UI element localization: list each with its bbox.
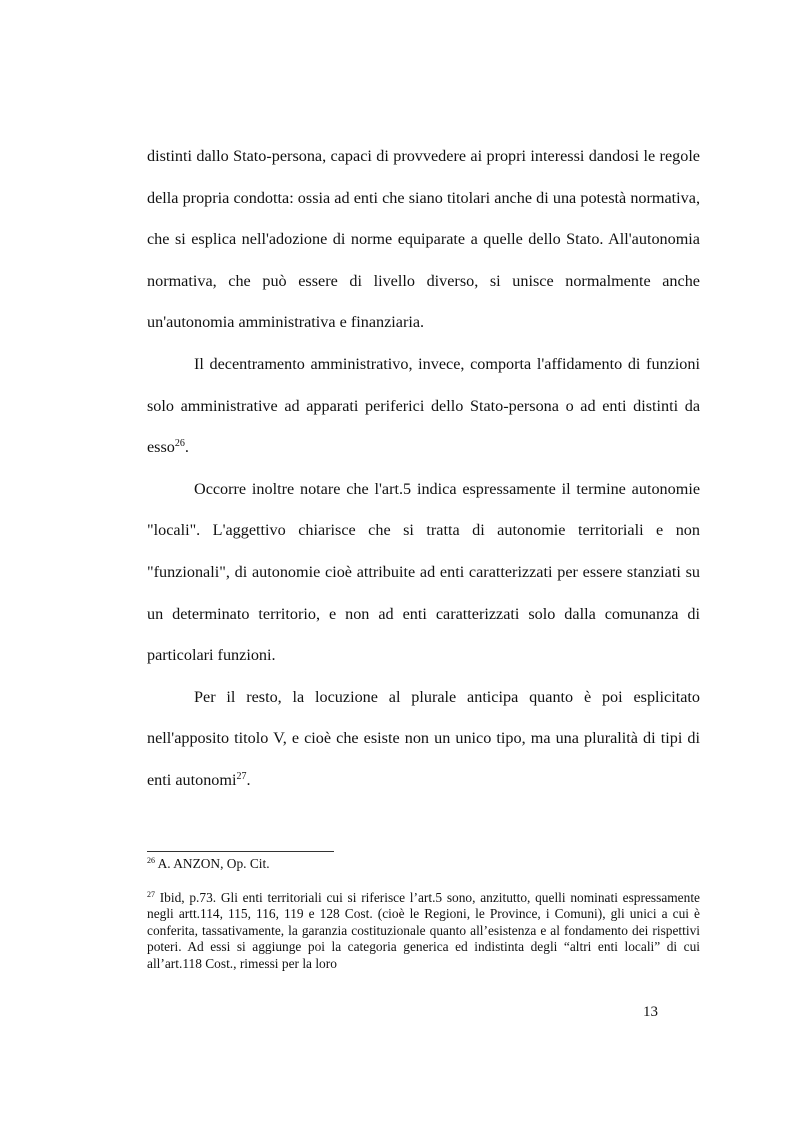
footnote-ref-26[interactable]: 26 <box>174 438 185 450</box>
footnote-mark-26: 26 <box>147 856 155 865</box>
body-text <box>147 136 700 802</box>
footnote-text-26: A. ANZON, Op. Cit. <box>157 856 270 871</box>
paragraph-1 <box>147 136 700 344</box>
footnote-26 <box>147 856 700 873</box>
paragraph-2 <box>147 344 700 469</box>
page-number: 13 <box>643 1004 658 1020</box>
paragraph-4 <box>147 677 700 802</box>
footnote-27 <box>147 890 700 973</box>
paragraph-4-text: Per il resto, la locuzione al plurale anticipa quanto è poi esplicitato nell'apposito titolo V, e cioè che esiste non un unico tipo, ma una pluralità di tipi di enti autonomi <box>147 687 700 789</box>
paragraph-2-end: . <box>184 438 189 457</box>
paragraph-1-text: distinti dallo Stato-persona, capaci di provvedere ai propri interessi dandosi le regole della propria condotta: ossia ad enti che siano titolari anche di una potestà normativa, che si esplica nell'adozione di norme equiparate a quelle dello Stato. All'autonomia normativa, che può essere di livello diverso, si unisce normalmente anche un'autonomia amministrativa e finanziaria. <box>147 147 700 332</box>
paragraph-3 <box>147 469 700 677</box>
paragraph-2-text: Il decentramento amministrativo, invece, comporta l'affidamento di funzioni solo amministrative ad apparati periferici dello Stato-persona o ad enti distinti da esso <box>147 354 700 457</box>
footnote-mark-27: 27 <box>147 889 155 899</box>
footnote-separator <box>147 851 334 852</box>
paragraph-4-end: . <box>246 770 251 789</box>
footnote-text-27: Ibid, p.73. Gli enti territoriali cui si riferisce l’art.5 sono, anzitutto, quelli nominati espressamente negli artt.114, 115, 116, 119 e 128 Cost. (cioè le Regioni, le Province, i Comuni), gli unici a cui è conferita, tassativamente, la garanzia costituzionale quanto all’esistenza e al fondamento dei rispettivi poteri. Ad essi si aggiunge poi la categoria generica ed indistinta degli “altri enti locali” di cui all’art.118 Cost., rimessi per la loro <box>147 889 700 971</box>
footnotes <box>147 856 700 972</box>
footnote-ref-27[interactable]: 27 <box>236 770 247 782</box>
paragraph-3-text: Occorre inoltre notare che l'art.5 indica espressamente il termine autonomie "locali". L'aggettivo chiarisce che si tratta di autonomie territoriali e non "funzionali", di autonomie cioè attribuite ad enti caratterizzati per essere stanziati su un determinato territorio, e non ad enti caratterizzati solo dalla comunanza di particolari funzioni. <box>147 479 700 665</box>
